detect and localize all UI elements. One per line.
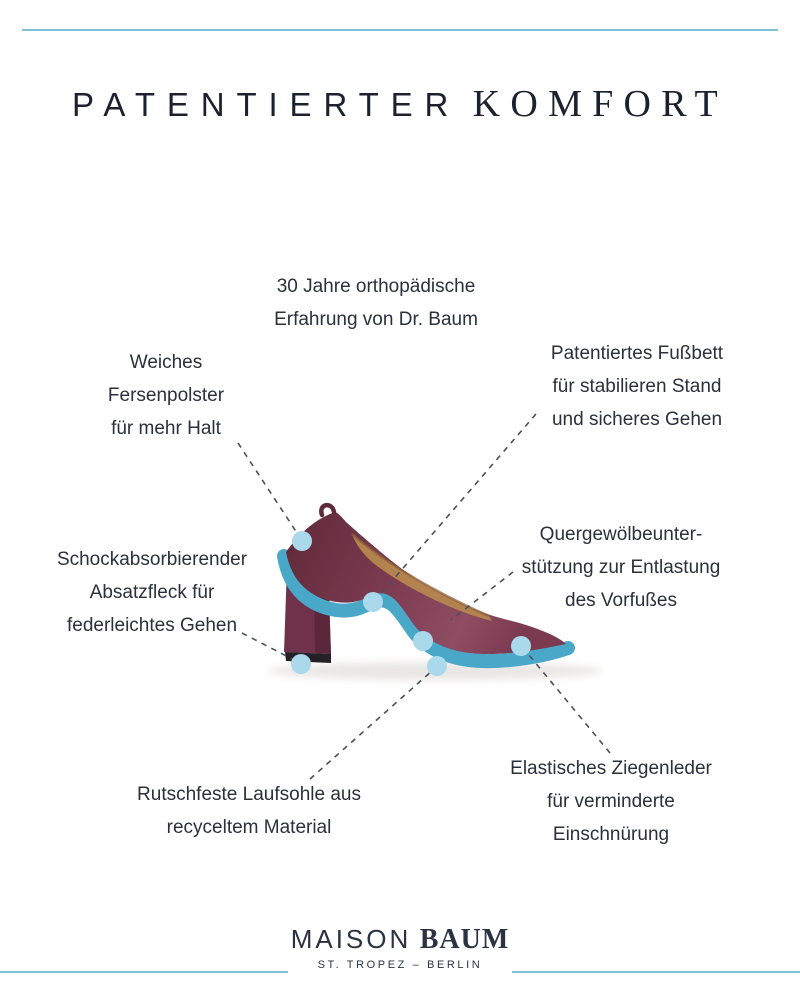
page-title-part2: KOMFORT <box>472 83 729 125</box>
line-leather <box>524 649 610 753</box>
annotation-line: Einschnürung <box>552 824 670 845</box>
annotation-footbed <box>551 337 723 436</box>
brand-logo <box>0 924 800 971</box>
annotation-line: Schockabsorbierender <box>56 549 248 570</box>
brand-tagline: ST. TROPEZ – BERLIN <box>317 959 483 971</box>
dot-outsole <box>427 656 447 676</box>
annotation-heel-padding <box>108 346 224 445</box>
annotation-line: für verminderte <box>547 791 675 812</box>
annotation-line: des Vorfußes <box>565 590 677 611</box>
annotation-outsole <box>137 778 361 844</box>
annotation-line: Rutschfeste Laufsohle aus <box>137 784 361 805</box>
annotation-line: stützung zur Entlastung <box>521 557 721 578</box>
brand-name-maison: MAISON <box>290 924 412 954</box>
annotation-line: für mehr Halt <box>111 418 221 439</box>
annotation-line: Quergewölbeunter- <box>539 524 703 545</box>
annotation-line: Weiches <box>129 352 203 373</box>
annotation-line: und sicheres Gehen <box>551 409 723 430</box>
annotation-arch-support <box>522 518 721 617</box>
annotation-line: 30 Jahre orthopädische <box>276 276 476 297</box>
annotation-line: Fersenpolster <box>107 385 225 406</box>
dot-toe <box>511 636 531 656</box>
dot-midsole <box>413 631 433 651</box>
line-outsole <box>310 670 433 779</box>
line-heel-padding <box>238 443 299 536</box>
dot-arch-band <box>363 592 383 612</box>
page-title-part1: PATENTIERTER <box>71 86 461 123</box>
brand-name <box>0 924 800 956</box>
annotation-line: Elastisches Ziegenleder <box>510 758 712 779</box>
annotation-line: Erfahrung von Dr. Baum <box>274 309 478 330</box>
dot-heel-bottom <box>291 654 311 674</box>
brand-name-baum: BAUM <box>419 924 510 955</box>
annotation-leather <box>510 752 712 851</box>
annotation-line: für stabilieren Stand <box>552 376 722 397</box>
dot-heel-top <box>292 531 312 551</box>
annotation-line: federleichtes Gehen <box>66 615 238 636</box>
annotation-line: Patentiertes Fußbett <box>550 343 724 364</box>
page-title <box>0 82 800 126</box>
line-footbed <box>379 414 536 596</box>
annotation-experience <box>274 270 478 336</box>
annotation-shock-absorber <box>57 543 247 642</box>
annotation-line: Absatzfleck für <box>89 582 215 603</box>
annotation-line: recyceltem Material <box>166 817 332 838</box>
